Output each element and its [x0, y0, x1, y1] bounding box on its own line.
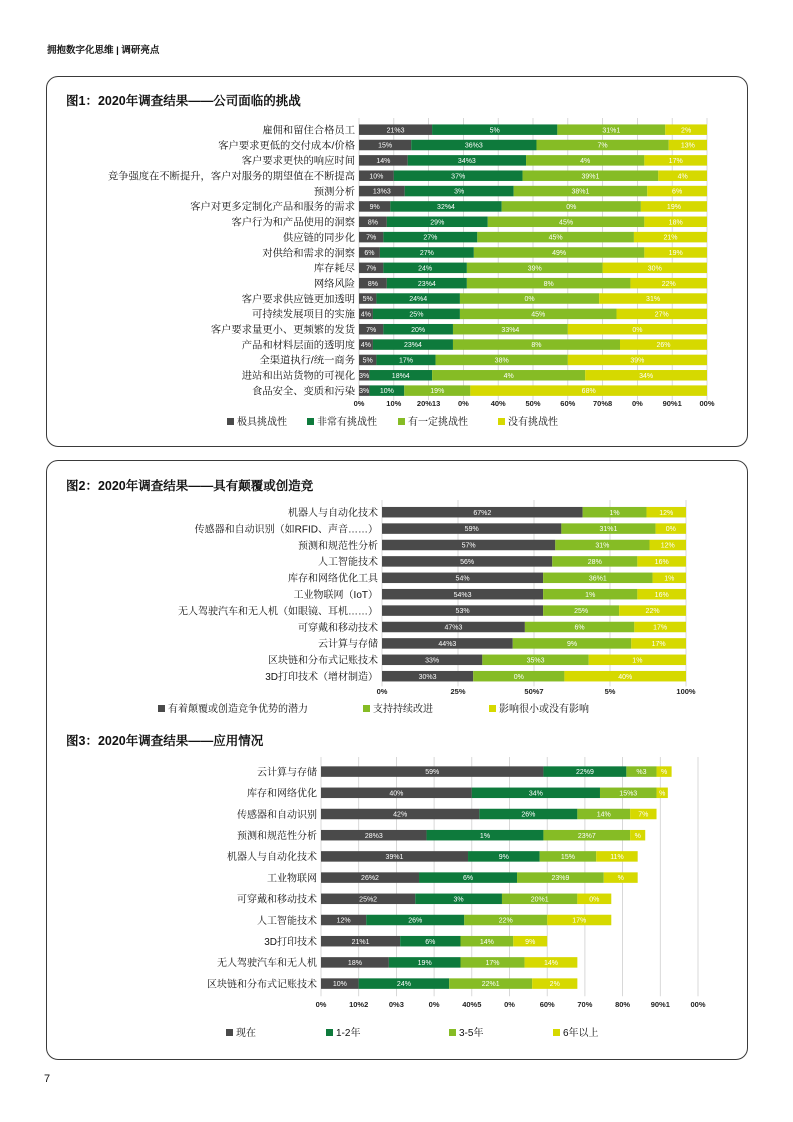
x-tick-label: 90%1 — [650, 1000, 670, 1009]
data-label: 26% — [408, 917, 423, 925]
x-tick-label: 00% — [690, 1000, 706, 1009]
category-label: 3D打印技术 — [264, 937, 317, 948]
data-label: 21% — [663, 234, 678, 242]
data-label: 59% — [464, 526, 479, 534]
data-label: 24% — [396, 981, 411, 989]
x-tick-label: 5% — [604, 687, 616, 696]
data-label: 47%3 — [444, 624, 463, 632]
x-tick-label: 0%3 — [388, 1000, 404, 1009]
category-label: 雇佣和留住合格员工 — [262, 125, 355, 137]
data-label: 4% — [677, 173, 688, 181]
data-label: % — [617, 875, 624, 883]
data-label: 13% — [680, 142, 695, 150]
data-label: 12% — [336, 917, 351, 925]
data-label: 35%3 — [526, 657, 545, 665]
data-label: 17% — [398, 357, 413, 365]
data-label: 11% — [610, 854, 624, 861]
data-label: 26%2 — [361, 875, 379, 883]
data-label: 9% — [369, 204, 380, 212]
data-label: 20% — [411, 326, 426, 334]
data-label: 19% — [668, 250, 683, 258]
data-label: 39%1 — [385, 854, 404, 861]
data-label: 1% — [479, 832, 491, 840]
data-label: 4% — [580, 157, 591, 165]
x-tick-label: 0% — [457, 399, 469, 408]
data-label: 27% — [654, 311, 669, 319]
legend-label: 1-2年 — [336, 1028, 361, 1039]
category-label: 网络风险 — [313, 278, 355, 290]
data-label: 7% — [366, 265, 377, 273]
data-label: 15% — [560, 854, 575, 861]
data-label: 10% — [332, 981, 347, 989]
data-label: 38% — [494, 357, 509, 365]
category-label: 客户行为和产品使用的洞察 — [231, 217, 355, 229]
x-tick-label: 0% — [353, 399, 365, 408]
x-tick-label: 0% — [376, 687, 388, 696]
category-label: 可穿戴和移动技术 — [237, 894, 317, 906]
data-label: 14% — [543, 960, 558, 967]
data-label: 0% — [632, 326, 643, 334]
category-label: 工业物联网 — [267, 873, 317, 885]
x-tick-label: 20%13 — [416, 399, 441, 408]
data-label: 53% — [455, 608, 470, 616]
data-label: 26% — [656, 342, 671, 350]
category-label: 预测和规范性分析 — [237, 831, 317, 842]
legend-swatch — [553, 1029, 560, 1036]
data-label: 6% — [462, 875, 474, 883]
data-label: 0% — [566, 204, 577, 212]
data-label: 6% — [574, 624, 585, 632]
data-label: % — [660, 769, 668, 777]
data-label: 31%1 — [599, 526, 618, 534]
data-label: 7% — [638, 811, 649, 819]
category-label: 机器人与自动化技术 — [227, 852, 317, 864]
data-label: 6% — [425, 938, 436, 946]
category-label: 产品和材料层面的透明度 — [241, 340, 355, 352]
x-tick-label: 40% — [490, 399, 506, 408]
data-label: 37% — [451, 173, 466, 181]
data-label: 19% — [666, 204, 681, 212]
data-label: 17% — [651, 641, 666, 648]
data-label: 34% — [528, 790, 543, 798]
data-label: 4% — [360, 342, 372, 350]
data-label: 23%7 — [577, 832, 596, 840]
data-label: 8% — [367, 280, 378, 288]
category-label: 3D打印技术（增材制造） — [265, 672, 378, 683]
figure-1-title: 图1：2020年调查结果——公司面临的挑战 — [66, 94, 301, 108]
data-label: 33% — [425, 657, 440, 665]
figure-2-title: 图2：2020年调查结果——具有颠覆或创造竞 — [66, 479, 314, 493]
data-label: 34% — [639, 372, 654, 380]
x-tick-label: 0% — [504, 1000, 515, 1009]
category-label: 预测分析 — [313, 186, 355, 198]
data-label: 25% — [574, 608, 589, 616]
data-label: 14% — [376, 157, 391, 165]
category-label: 库存和网络优化工具 — [288, 573, 378, 585]
data-label: 18%4 — [391, 372, 410, 380]
category-label: 进站和出站货物的可视化 — [241, 371, 355, 383]
data-label: 23%4 — [417, 280, 436, 288]
category-label: 客户要求供应链更加透明 — [241, 294, 355, 306]
category-label: 全渠道执行/统一商务 — [259, 355, 355, 367]
legend-label: 极具挑战性 — [237, 417, 287, 428]
data-label: 16% — [654, 591, 669, 599]
x-tick-label: 60% — [560, 399, 576, 408]
data-label: 45% — [559, 219, 574, 227]
data-label: 42% — [393, 811, 408, 819]
data-label: 67%2 — [473, 509, 492, 517]
x-tick-label: 90%1 — [662, 399, 682, 408]
category-label: 可持续发展项目的实施 — [252, 309, 355, 321]
data-label: 39%1 — [581, 173, 600, 181]
data-label: 13%3 — [372, 188, 391, 196]
x-tick-label: 80% — [615, 1000, 631, 1009]
category-label: 食品安全、变质和污染 — [252, 386, 355, 398]
data-label: 5% — [362, 357, 373, 365]
data-label: 0% — [589, 896, 600, 904]
data-label: 17% — [653, 624, 668, 632]
data-label: 40% — [618, 673, 633, 681]
data-label: 29% — [430, 219, 445, 227]
data-label: 45% — [531, 311, 546, 319]
data-label: 36%3 — [464, 142, 483, 150]
data-label: 2% — [549, 981, 560, 989]
data-label: % — [634, 832, 641, 840]
category-label: 库存和网络优化 — [247, 788, 317, 800]
data-label: 1% — [609, 509, 620, 517]
legend-label: 3-5年 — [459, 1028, 484, 1039]
page-number: 7 — [44, 1073, 51, 1085]
category-label: 云计算与存储 — [318, 639, 378, 651]
data-label: 3% — [359, 372, 370, 380]
data-label: 19% — [417, 960, 432, 967]
data-label: 15%3 — [619, 790, 638, 798]
data-label: 22% — [498, 917, 513, 925]
legend-label: 没有挑战性 — [508, 417, 558, 428]
data-label: 24% — [418, 265, 433, 273]
data-label: 57% — [461, 542, 476, 550]
data-label: 18% — [668, 219, 683, 227]
data-label: 1% — [632, 657, 643, 665]
page-header: 拥抱数字化思维 | 调研亮点 — [47, 45, 160, 56]
category-label: 预测和规范性分析 — [298, 540, 378, 552]
x-tick-label: 0% — [631, 399, 643, 408]
data-label: 2% — [681, 127, 692, 135]
data-label: 23%4 — [403, 342, 422, 350]
data-label: 28% — [587, 559, 602, 566]
category-label: 客户要求更低的交付成本/价格 — [218, 140, 355, 152]
category-label: 可穿戴和移动技术 — [298, 622, 378, 634]
category-label: 传感器和自动识别（如RFID、声音……） — [194, 524, 378, 536]
category-label: 对供给和需求的洞察 — [262, 248, 355, 260]
legend-swatch — [449, 1029, 456, 1036]
data-label: 28%3 — [364, 832, 383, 840]
x-tick-label: 25% — [450, 687, 466, 696]
legend-label: 支持持续改进 — [373, 704, 433, 715]
data-label: 25% — [409, 311, 424, 319]
data-label: 54% — [455, 575, 470, 583]
data-label: 21%1 — [351, 938, 370, 946]
data-label: % — [659, 790, 666, 798]
data-label: 22% — [661, 280, 676, 288]
category-label: 机器人与自动化技术 — [288, 508, 378, 519]
data-label: 34%3 — [457, 157, 476, 165]
data-label: 32%4 — [437, 204, 455, 212]
data-label: 44%3 — [438, 641, 457, 648]
category-label: 客户要求量更小、更频繁的发货 — [210, 325, 355, 337]
data-label: 56% — [460, 559, 475, 566]
x-tick-label: 50%7 — [524, 687, 544, 696]
data-label: 22%9 — [575, 769, 594, 777]
data-label: 22% — [645, 608, 660, 616]
data-label: 17% — [572, 917, 587, 925]
data-label: 7% — [366, 326, 377, 334]
data-label: 38%1 — [571, 188, 590, 196]
data-label: 15% — [378, 142, 393, 150]
data-label: 17% — [485, 960, 500, 967]
legend-label: 有着颠覆或创造竞争优势的潜力 — [168, 704, 308, 715]
data-label: 6% — [672, 188, 683, 196]
x-tick-label: 70%8 — [593, 399, 613, 408]
data-label: 31%1 — [602, 127, 621, 135]
data-label: 4% — [360, 311, 372, 319]
x-tick-label: 60% — [539, 1000, 555, 1009]
data-label: 18% — [347, 960, 362, 967]
x-tick-label: 10% — [386, 399, 402, 408]
data-label: 8% — [531, 342, 542, 350]
data-label: 26% — [521, 811, 536, 819]
data-label: 31% — [646, 296, 661, 304]
data-label: 68% — [581, 388, 596, 396]
category-label: 客户要求更快的响应时间 — [241, 156, 355, 168]
legend-swatch — [326, 1029, 333, 1036]
data-label: 30%3 — [418, 673, 437, 681]
x-tick-label: 40%5 — [462, 1000, 482, 1009]
data-label: 22%1 — [481, 981, 500, 989]
data-label: 1% — [585, 591, 596, 599]
x-tick-label: 50% — [525, 399, 541, 408]
data-label: 10% — [369, 173, 384, 181]
data-label: 20%1 — [530, 896, 549, 904]
x-tick-label: 0% — [315, 1000, 327, 1009]
legend-label: 非常有挑战性 — [317, 417, 377, 428]
category-label: 云计算与存储 — [257, 767, 317, 779]
data-label: 9% — [498, 854, 509, 861]
category-label: 竞争强度在不断提升，客户对服务的期望值在不断提高 — [107, 171, 355, 183]
data-label: 27% — [419, 250, 434, 258]
legend-label: 影响很小或没有影响 — [499, 704, 589, 715]
x-tick-label: 100% — [676, 687, 696, 696]
data-label: 31% — [595, 542, 610, 550]
data-label: 3% — [453, 896, 464, 904]
legend-label: 现在 — [236, 1028, 256, 1039]
data-label: 14% — [479, 938, 494, 946]
category-label: 传感器和自动识别 — [237, 809, 317, 821]
data-label: 45% — [548, 234, 563, 242]
data-label: 5% — [489, 127, 500, 135]
data-label: 49% — [552, 250, 567, 258]
legend-swatch — [226, 1029, 233, 1036]
data-label: 21%3 — [386, 127, 405, 135]
data-label: 3% — [454, 188, 465, 196]
legend-label: 6年以上 — [563, 1028, 599, 1039]
data-label: 17% — [668, 157, 683, 165]
category-label: 人工智能技术 — [318, 557, 378, 569]
data-label: 36%1 — [588, 575, 607, 583]
data-label: 30% — [647, 265, 662, 273]
data-label: 1% — [664, 575, 675, 583]
data-label: 19% — [430, 388, 445, 396]
category-label: 库存耗尽 — [313, 263, 355, 275]
category-label: 客户对更多定制化产品和服务的需求 — [190, 202, 355, 214]
data-label: 27% — [423, 234, 438, 242]
data-label: 6% — [364, 250, 375, 258]
data-label: 12% — [660, 542, 675, 550]
category-label: 人工智能技术 — [257, 915, 317, 927]
data-label: 40% — [389, 790, 404, 798]
data-label: 10% — [379, 388, 394, 396]
data-label: %3 — [636, 769, 647, 777]
data-label: 25%2 — [359, 896, 378, 904]
data-label: 0% — [665, 526, 676, 534]
category-label: 供应链的同步化 — [282, 232, 355, 244]
data-label: 5% — [362, 296, 373, 304]
x-tick-label: 70% — [577, 1000, 593, 1009]
data-label: 8% — [543, 280, 554, 288]
category-label: 无人驾驶汽车和无人机（如眼镜、耳机……） — [178, 606, 378, 618]
x-tick-label: 00% — [699, 399, 715, 408]
data-label: 39% — [527, 265, 542, 273]
data-label: 7% — [597, 142, 608, 150]
data-label: 0% — [513, 673, 524, 681]
legend-label: 有一定挑战性 — [408, 417, 468, 428]
data-label: 23%9 — [551, 875, 570, 883]
data-label: 8% — [367, 219, 378, 227]
data-label: 9% — [566, 641, 578, 648]
data-label: 24%4 — [409, 296, 428, 304]
category-label: 区块链和分布式记账技术 — [268, 655, 378, 667]
data-label: 7% — [366, 234, 377, 242]
category-label: 工业物联网（IoT） — [293, 590, 378, 601]
data-label: 59% — [425, 769, 440, 777]
data-label: 9% — [525, 938, 536, 946]
data-label: 0% — [524, 296, 535, 304]
data-label: 4% — [503, 372, 514, 380]
data-label: 3% — [359, 388, 370, 396]
data-label: 12% — [659, 509, 674, 517]
category-label: 区块链和分布式记账技术 — [207, 979, 317, 991]
x-tick-label: 0% — [428, 1000, 440, 1009]
data-label: 39% — [630, 357, 645, 365]
data-label: 14% — [596, 811, 611, 819]
data-label: 16% — [654, 559, 669, 566]
x-tick-label: 10%2 — [349, 1000, 369, 1009]
figure-3-title: 图3：2020年调查结果——应用情况 — [66, 734, 264, 748]
data-label: 54%3 — [453, 591, 472, 599]
category-label: 无人驾驶汽车和无人机 — [217, 958, 317, 970]
data-label: 33%4 — [501, 326, 520, 334]
